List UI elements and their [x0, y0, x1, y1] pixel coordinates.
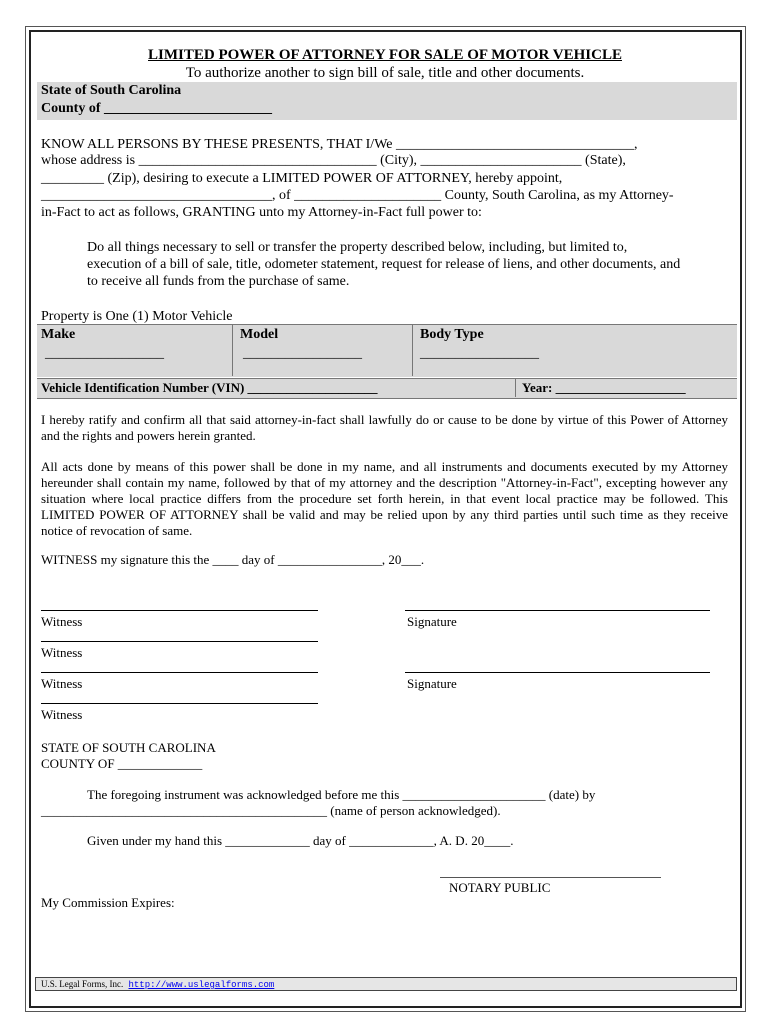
intro-line-1: KNOW ALL PERSONS BY THESE PRESENTS, THAT I/We __________________________________, [41, 137, 638, 152]
footer [35, 977, 737, 991]
witness-date-line: WITNESS my signature this the ____ day of ________________, 20___. [41, 552, 425, 567]
notary-county: COUNTY OF _____________ [41, 756, 203, 771]
powers-line-2: execution of a bill of sale, title, odometer statement, request for release of liens, and other documents, and [87, 257, 681, 272]
signature-line-2[interactable] [405, 672, 710, 673]
body-type-field[interactable]: _________________ [420, 346, 539, 361]
witness-line-3[interactable] [41, 672, 318, 673]
signature-label-2: Signature [407, 676, 457, 691]
model-field[interactable]: _________________ [243, 346, 362, 361]
body-type-label: Body Type [420, 327, 484, 342]
model-label: Model [240, 327, 279, 342]
notary-state: STATE OF SOUTH CAROLINA [41, 740, 216, 755]
powers-line-1: Do all things necessary to sell or transfer the property described below, including, but limited to, [87, 240, 628, 255]
intro-line-4: _________________________________, of _____________________ County, South Carolina, as my Attorney- [41, 188, 674, 203]
witness-line-2[interactable] [41, 641, 318, 642]
witness-label-4: Witness [41, 707, 83, 722]
table-divider [515, 378, 516, 397]
intro-line-2: whose address is __________________________________ (City), _______________________ (State), [41, 153, 626, 168]
table-divider [412, 324, 413, 376]
vin-field[interactable]: Vehicle Identification Number (VIN) ____________________ [41, 380, 378, 395]
witness-label-3: Witness [41, 676, 83, 691]
acts-paragraph: All acts done by means of this power shall be done in my name, and all instruments and documents executed by my Attorney hereunder shall contain my name, followed by that of my attorney and the description "Attorney-in-Fact", excepting however any situation where local practice differs from the procedure set forth herein, in that event local practice may be followed. This LIMITED POWER OF ATTORNEY shall be valid and may be relied upon by any third parties until such time as they receive notice of revocation of same. [41, 459, 728, 538]
signature-line-1[interactable] [405, 610, 710, 611]
footer-link[interactable]: http://www.uslegalforms.com [128, 980, 275, 990]
given-line: Given under my hand this _____________ day of _____________, A. D. 20____. [87, 833, 514, 848]
witness-label-2: Witness [41, 645, 83, 660]
intro-line-3: _________ (Zip), desiring to execute a LIMITED POWER OF ATTORNEY, hereby appoint, [41, 171, 563, 186]
venue-state: State of South Carolina [41, 83, 182, 98]
commission-expires: My Commission Expires: [41, 895, 175, 910]
intro-line-5: in-Fact to act as follows, GRANTING unto my Attorney-in-Fact full power to: [41, 205, 482, 220]
powers-line-3: to receive all funds from the purchase of same. [87, 274, 350, 289]
make-label: Make [41, 327, 76, 342]
document-title: LIMITED POWER OF ATTORNEY FOR SALE OF MOTOR VEHICLE [148, 47, 622, 63]
witness-line-4[interactable] [41, 703, 318, 704]
ack-line-1: The foregoing instrument was acknowledged before me this ______________________ (date) by [87, 787, 596, 802]
footer-company: U.S. Legal Forms, Inc. [41, 979, 124, 989]
signature-label-1: Signature [407, 614, 457, 629]
make-field[interactable]: _________________ [45, 346, 164, 361]
year-field[interactable]: Year: ____________________ [522, 380, 686, 395]
venue-county: County of ________________________ [41, 101, 273, 116]
witness-label-1: Witness [41, 614, 83, 629]
document-subtitle: To authorize another to sign bill of sale, title and other documents. [185, 65, 585, 81]
notary-signature-line[interactable] [440, 877, 661, 878]
notary-public-label: NOTARY PUBLIC [449, 880, 551, 895]
ack-line-2: ____________________________________________ (name of person acknowledged). [41, 803, 501, 818]
table-divider [232, 324, 233, 376]
property-heading: Property is One (1) Motor Vehicle [41, 309, 233, 324]
witness-line-1[interactable] [41, 610, 318, 611]
ratify-paragraph: I hereby ratify and confirm all that said attorney-in-fact shall lawfully do or cause to be done by virtue of this Power of Attorney and the rights and powers herein granted. [41, 412, 728, 443]
